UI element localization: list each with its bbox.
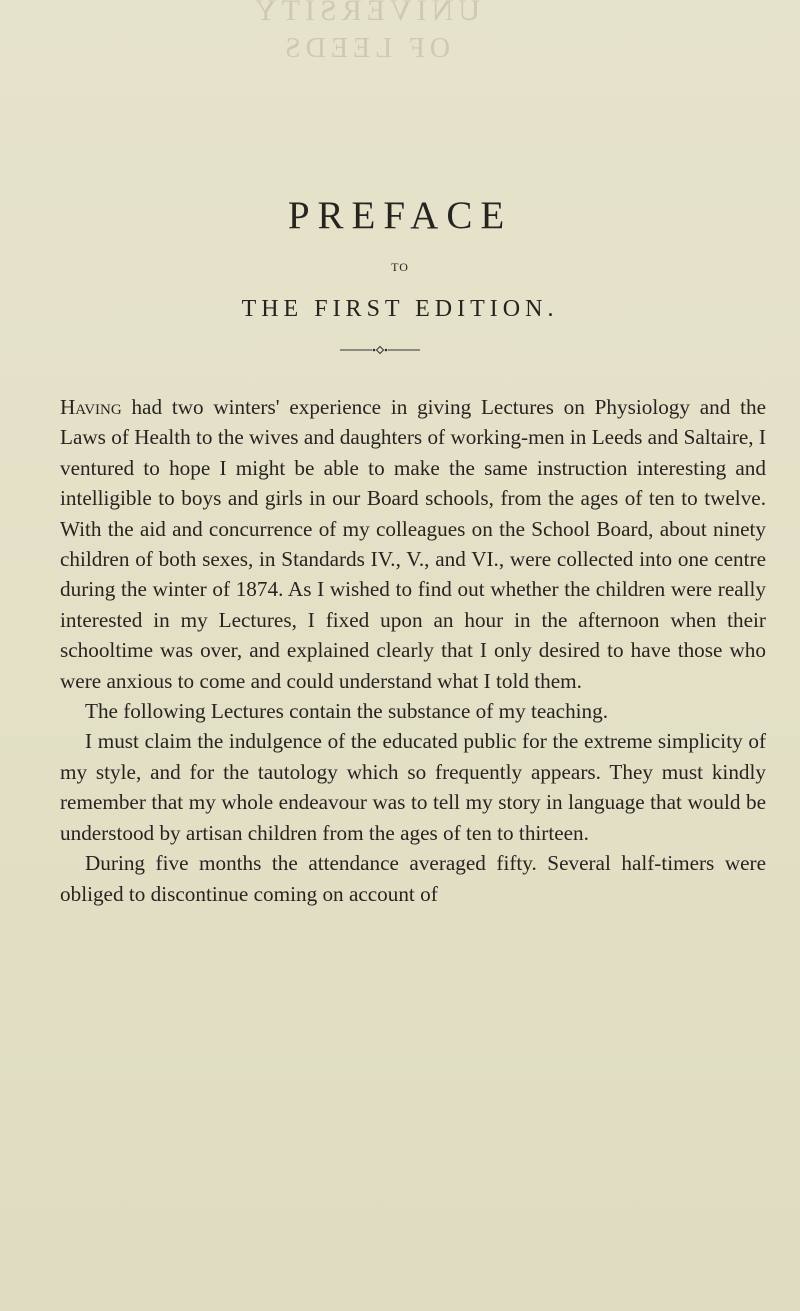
paragraph-2: The following Lectures contain the substance of my teaching. [85, 699, 609, 724]
paragraph-1 [60, 392, 766, 696]
drop-word: Having [60, 395, 122, 419]
bleed-through-stamp [250, 0, 480, 66]
bleed-through-line-1: UNIVERSITY [250, 0, 480, 27]
paragraph-1-text: had two winters' experience in giving Lectures on Physiology and the Laws of Health to the wives and daughters of working-men in Leeds and Saltaire, I ventured to hope I might be able to make the same instruction interesting and intelligible to boys and girls in our Board schools, from the ages of ten to twelve. With the aid and concurrence of my colleagues on the School Board, about ninety children of both sexes, in Standards IV., V., and VI., were collected into one centre during the winter of 1874. As I wished to find out whether the children were really interested in my Lectures, I fixed upon an hour in the afternoon when their schooltime was over, and explained clearly that I only desired to have those who were anxious to come and could understand what I told them. [60, 395, 766, 693]
title-connector: TO [391, 260, 409, 274]
preface-body [60, 392, 766, 909]
page-subtitle: THE FIRST EDITION. [241, 296, 559, 322]
page-title: PREFACE [287, 194, 513, 237]
paragraph-4: During five months the attendance averaged fifty. Several half-timers were obliged to discontinue coming on account of [60, 851, 766, 906]
bleed-through-line-2: OF LEEDS [280, 33, 450, 64]
paragraph-3: I must claim the indulgence of the educated public for the extreme simplicity of my style, and for the tautology which so frequently appears. They must kindly remember that my whole endeavour was to tell my story in language that would be understood by artisan children from the ages of ten to thirteen. [60, 729, 766, 845]
rule-with-diamond-icon [340, 345, 420, 355]
